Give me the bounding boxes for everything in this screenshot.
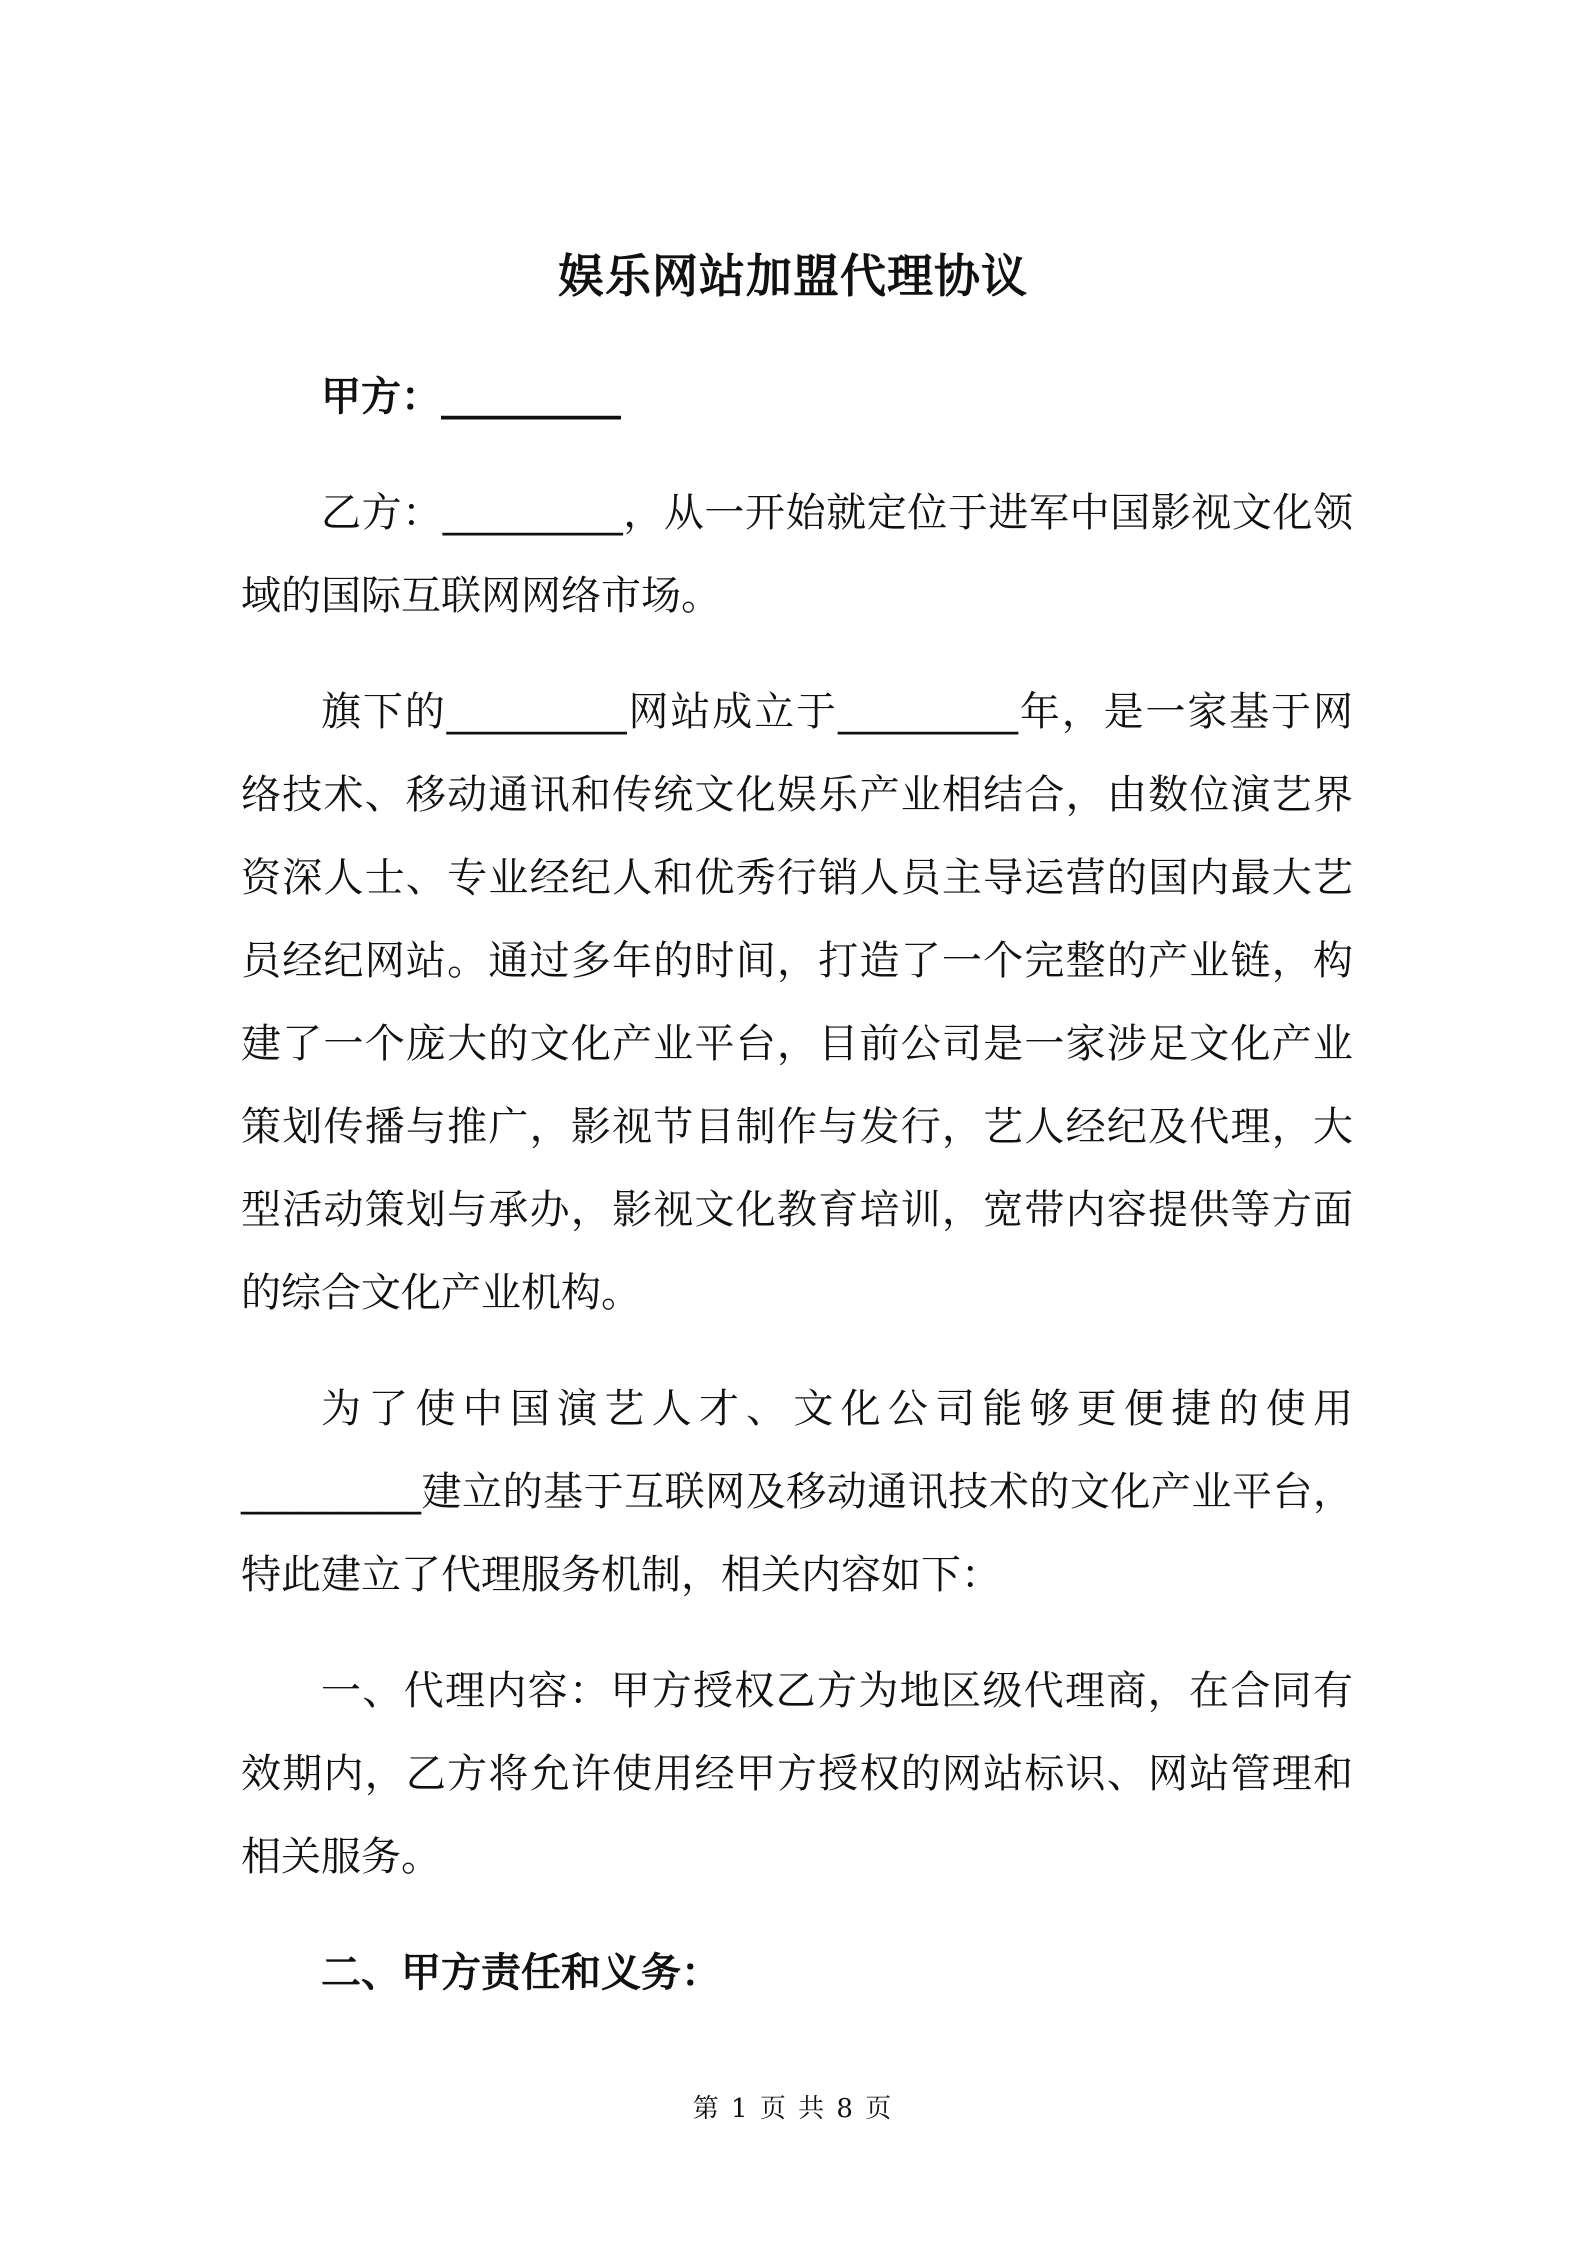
paragraph-party-a-duties-heading: 二、甲方责任和义务： xyxy=(321,1950,721,1996)
paragraph-party-a: 甲方：_________ xyxy=(321,374,621,420)
page-number: 第 1 页 共 8 页 xyxy=(692,2094,894,2124)
document-body xyxy=(241,356,1353,2048)
paragraph-company-intro: 旗下的_________网站成立于_________年，是一家基于网络技术、移动通讯和传统文化娱乐产业相结合，由数位演艺界资深人士、专业经纪人和优秀行销人员主导运营的国内最大艺员经纪网站。通过多年的时间，打造了一个完整的产业链，构建了一个庞大的文化产业平台，目前公司是一家涉足文化产业策划传播与推广，影视节目制作与发行，艺人经纪及代理，大型活动策划与承办，影视文化教育培训，宽带内容提供等方面的综合文化产业机构。 xyxy=(241,689,1353,1316)
document-title: 娱乐网站加盟代理协议 xyxy=(558,249,1028,303)
paragraph-purpose: 为了使中国演艺人才、文化公司能够更便捷的使用_________建立的基于互联网及移动通讯技术的文化产业平台，特此建立了代理服务机制，相关内容如下： xyxy=(241,1386,1353,1598)
paragraph-agency-content: 一、代理内容：甲方授权乙方为地区级代理商，在合同有效期内，乙方将允许使用经甲方授权的网站标识、网站管理和相关服务。 xyxy=(241,1668,1353,1880)
paragraph-party-b: 乙方：_________，从一开始就定位于进军中国影视文化领域的国际互联网网络市场。 xyxy=(241,490,1353,619)
